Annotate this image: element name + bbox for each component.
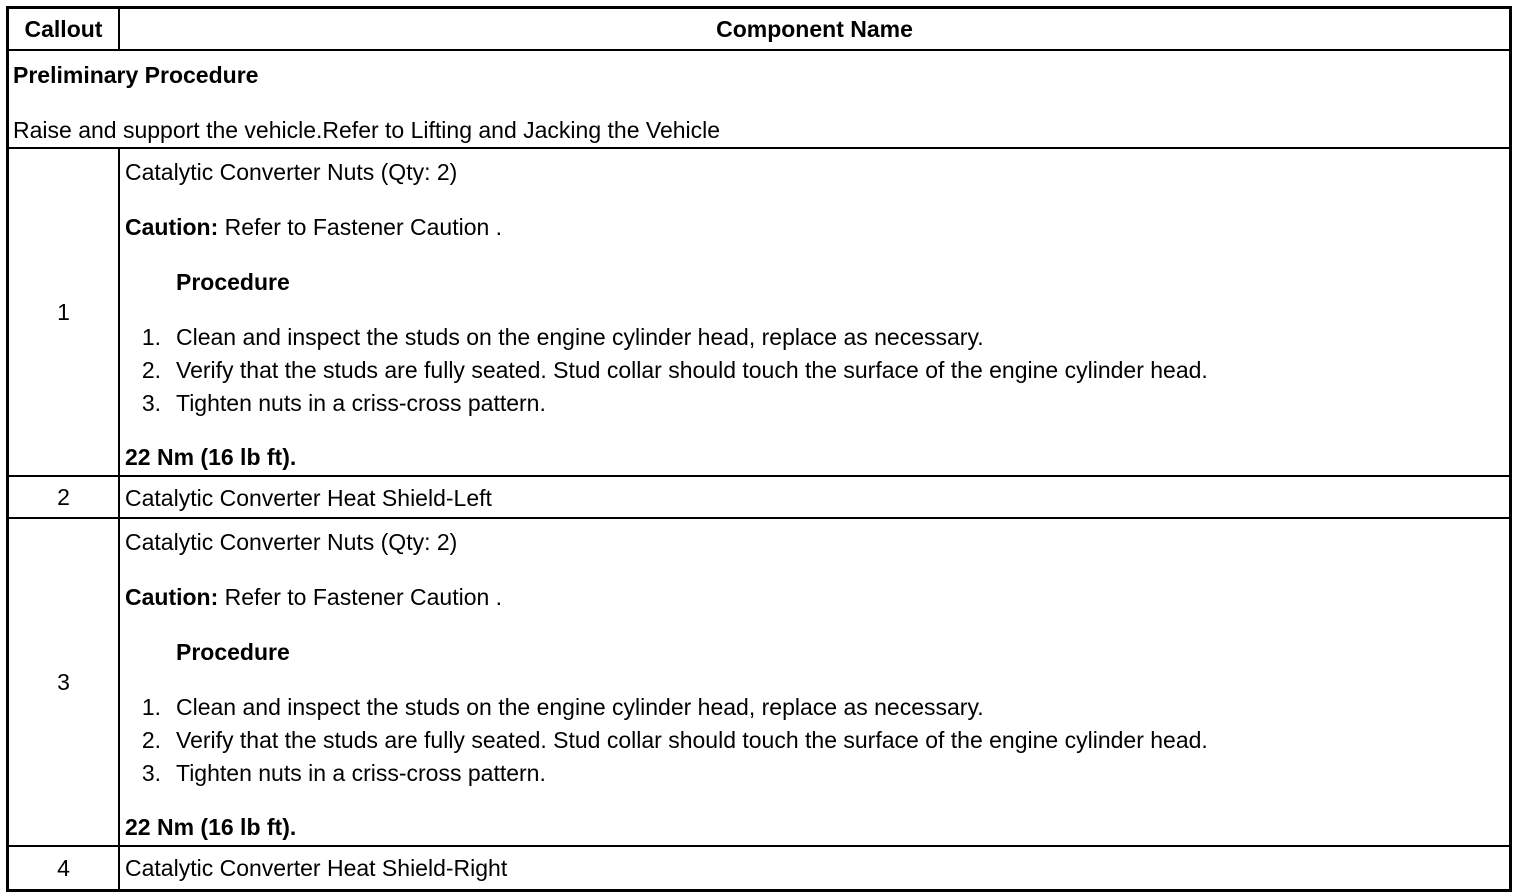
procedure-title: Procedure <box>176 269 290 295</box>
preliminary-text: Raise and support the vehicle.Refer to Lifting and Jacking the Vehicle <box>13 117 721 143</box>
step-text: Tighten nuts in a criss-cross pattern. <box>176 390 546 416</box>
table-header-row <box>9 9 1509 51</box>
step-text: Verify that the studs are fully seated. Stud collar should touch the surface of the engine cylinder head. <box>176 357 1208 383</box>
step-number: 3. <box>141 390 161 416</box>
caution-line <box>125 216 502 239</box>
preliminary-procedure-row <box>9 51 1509 149</box>
step-text: Tighten nuts in a criss-cross pattern. <box>176 760 546 786</box>
component-name: Catalytic Converter Heat Shield-Right <box>125 855 508 881</box>
step-text: Verify that the studs are fully seated. Stud collar should touch the surface of the engine cylinder head. <box>176 727 1208 753</box>
step-number: 1. <box>141 324 161 350</box>
callout-number: 2 <box>9 477 120 517</box>
callout-number: 1 <box>9 149 120 475</box>
torque-spec: 22 Nm (16 lb ft). <box>125 444 297 470</box>
caution-text: Refer to Fastener Caution . <box>218 584 503 610</box>
preliminary-title: Preliminary Procedure <box>13 62 259 88</box>
table-row <box>9 477 1509 519</box>
step-text: Clean and inspect the studs on the engine cylinder head, replace as necessary. <box>176 324 984 350</box>
header-callout: Callout <box>9 9 120 49</box>
caution-text: Refer to Fastener Caution . <box>218 214 503 240</box>
caution-label: Caution: <box>125 584 219 610</box>
header-component-name: Component Name <box>716 15 913 42</box>
step-number: 2. <box>141 357 161 383</box>
step-number: 1. <box>141 694 161 720</box>
callout-number: 4 <box>9 847 120 889</box>
step-number: 3. <box>141 760 161 786</box>
callout-number: 3 <box>9 519 120 845</box>
procedure-title: Procedure <box>176 639 290 665</box>
component-table <box>6 6 1512 892</box>
table-row <box>9 519 1509 847</box>
step-number: 2. <box>141 727 161 753</box>
torque-spec: 22 Nm (16 lb ft). <box>125 814 297 840</box>
component-name: Catalytic Converter Nuts (Qty: 2) <box>125 159 458 185</box>
caution-label: Caution: <box>125 214 219 240</box>
caution-line <box>125 586 502 609</box>
table-row <box>9 847 1509 889</box>
step-text: Clean and inspect the studs on the engine cylinder head, replace as necessary. <box>176 694 984 720</box>
component-name: Catalytic Converter Heat Shield-Left <box>125 485 492 511</box>
table-row <box>9 149 1509 477</box>
component-name: Catalytic Converter Nuts (Qty: 2) <box>125 529 458 555</box>
